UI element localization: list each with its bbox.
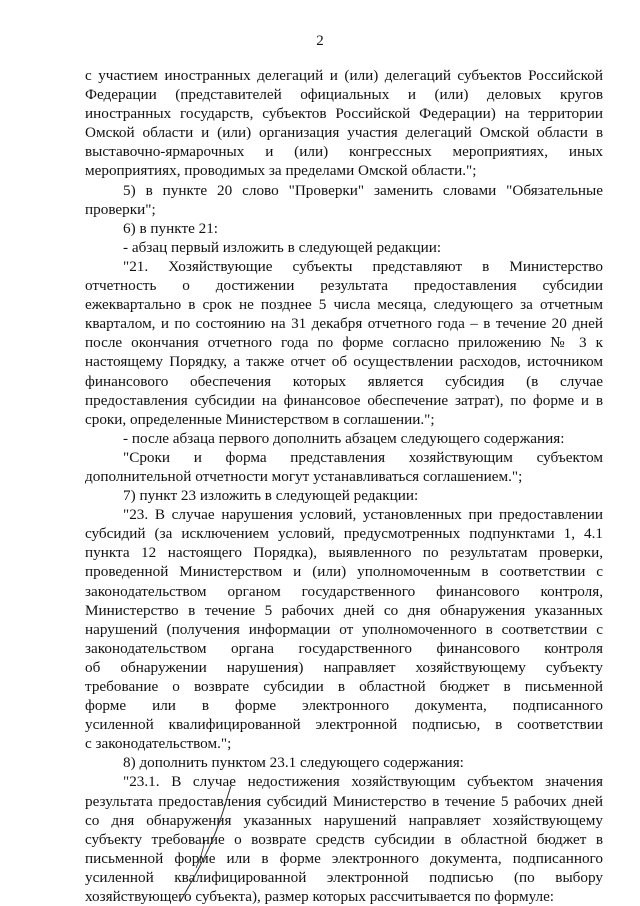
text-line: форме или в форме электронного документа, подписанного — [85, 697, 603, 715]
text-line: результата предоставления субсидий Министерство в течение 5 рабочих дней — [85, 792, 603, 810]
text-line: "23. В случае нарушения условий, установленных при предоставлении — [123, 506, 603, 524]
text-line: отчетность о достижении результата предоставления субсидии — [85, 277, 603, 295]
text-line: "Сроки и форма представления хозяйствующим субъектом — [123, 448, 603, 466]
text-line: со дня обнаружения указанных нарушений направляет хозяйствующему — [85, 811, 603, 829]
text-line: законодательством органом государственного финансового контроля, — [85, 582, 603, 600]
text-line: "21. Хозяйствующие субъекты представляют в Министерство — [123, 257, 603, 275]
text-line: субъекту требование о возврате средств субсидии в областной бюджет в — [85, 830, 603, 848]
text-line: "23.1. В случае недостижения хозяйствующим субъектом значения — [123, 773, 603, 791]
text-line: предоставления субсидии на финансовое обеспечение затрат), по форме и в — [85, 391, 603, 409]
text-line: сроки, определенные Министерством в соглашении."; — [85, 410, 435, 428]
text-line: хозяйствующего субъекта), размер которых рассчитывается по формуле: — [85, 888, 555, 906]
text-line: 7) пункт 23 изложить в следующей редакции: — [123, 487, 419, 505]
text-line: с участием иностранных делегаций и (или) делегаций субъектов Российской — [85, 67, 603, 84]
text-line: после окончания отчетного года по форме согласно приложению № 3 к — [85, 334, 603, 352]
text-line: об обнаружении нарушения) направляет хозяйствующему субъекту — [85, 658, 603, 676]
text-line: Федерации (представителей официальных и (или) деловых кругов — [85, 86, 603, 104]
text-line: проверки"; — [85, 200, 156, 218]
text-line: - абзац первый изложить в следующей редакции: — [123, 238, 442, 256]
text-line: настоящему Порядку, а также отчет об осуществлении расходов, источником — [85, 353, 603, 371]
text-line: ежеквартально в срок не позднее 5 числа месяца, следующего за отчетным — [85, 296, 603, 314]
text-line: дополнительной отчетности могут устанавливаться соглашением."; — [85, 467, 523, 485]
page-number: 2 — [316, 33, 324, 49]
text-line: усиленной квалифицированной электронной подписью, в соответствии — [85, 716, 603, 734]
text-line: с законодательством."; — [85, 735, 232, 753]
text-line: проведенной Министерством и (или) уполномоченным в соответствии с — [85, 563, 603, 581]
text-line: - после абзаца первого дополнить абзацем следующего содержания: — [123, 429, 565, 447]
text-line: субсидий (за исключением условий, предусмотренных подпунктами 1, 4.1 — [85, 525, 603, 543]
text-line: выставочно-ярмарочных и (или) конгрессных мероприятиях, иных — [85, 143, 603, 161]
text-line: пункта 12 настоящего Порядка), выявленного по результатам проверки, — [85, 544, 603, 562]
text-line: требование о возврате субсидии в областной бюджет в письменной — [85, 678, 603, 695]
text-line: законодательством органа государственного финансового контроля — [85, 639, 603, 657]
text-line: Министерство в течение 5 рабочих дней со дня обнаружения указанных — [85, 601, 603, 619]
text-line: 5) в пункте 20 слово "Проверки" заменить словами "Обязательные — [123, 181, 603, 199]
text-line: мероприятиях, проводимых за пределами Омской области."; — [85, 162, 477, 180]
text-line: 6) в пункте 21: — [123, 219, 219, 237]
text-line: Омской области и (или) организация участия делегаций Омской области в — [85, 124, 603, 142]
text-line: усиленной квалифицированной электронной подписью (по выбору — [85, 868, 603, 886]
text-line: нарушений (получения информации от уполномоченного в соответствии с — [85, 620, 603, 638]
text-line: кварталом, и по состоянию на 31 декабря отчетного года – в течение 20 дней — [85, 315, 603, 333]
text-line: иностранных государств, субъектов Российской Федерации) на территории — [85, 105, 603, 123]
document-body — [85, 66, 603, 906]
text-line: письменной форме или в форме электронного документа, подписанного — [85, 849, 603, 867]
text-line: 8) дополнить пунктом 23.1 следующего содержания: — [123, 754, 464, 772]
text-line: финансового обеспечения которых является субсидия (в случае — [85, 372, 603, 390]
